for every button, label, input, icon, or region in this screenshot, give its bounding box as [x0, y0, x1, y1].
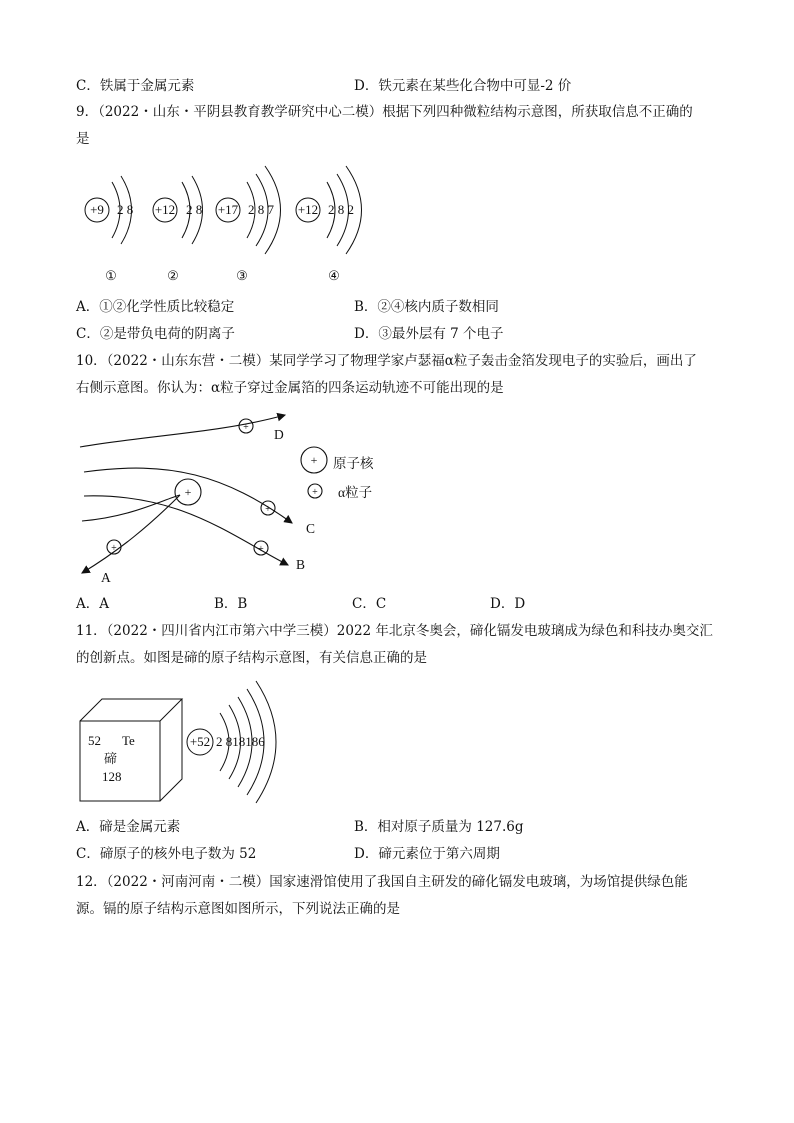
q9-option-c: C．②是带负电荷的阴离子 — [76, 326, 235, 342]
element-card-side — [160, 699, 182, 801]
q9-stem-line1: 9．（2022・山东・平阴县教育教学研究中心二模）根据下列四种微粒结构示意图，所获取信息不正确的 — [76, 104, 693, 120]
q10-nucleus-plus: + — [184, 485, 192, 499]
alpha-b-plus: + — [258, 544, 264, 555]
te-shells: 2 818186 — [216, 734, 265, 749]
alpha-a-plus: + — [111, 543, 117, 554]
alpha-d-plus: + — [243, 422, 249, 433]
q12-stem-line1: 12．（2022・河南河南・二模）国家速滑馆使用了我国自主研发的碲化镉发电玻璃，为场馆提供绿色能 — [76, 874, 688, 890]
q9-atom3-shells: 2 8 7 — [248, 202, 274, 217]
q11-diagrams — [0, 675, 794, 825]
q11-option-b: B．相对原子质量为 127.6g — [354, 819, 524, 835]
alpha-c-plus: + — [265, 504, 271, 515]
q9-atom4-nucleus-charge: +12 — [297, 202, 319, 217]
q9-atom4-shells: 2 8 2 — [328, 202, 354, 217]
legend-nucleus-text: 原子核 — [333, 456, 374, 471]
q10-stem-line1: 10．（2022・山东东营・二模）某同学学习了物理学家卢瑟福α粒子轰击金箔发现电子的实验后，画出了 — [76, 353, 697, 369]
q11-option-c: C．碲原子的核外电子数为 52 — [76, 846, 257, 862]
label-c: C — [306, 521, 316, 536]
element-number: 52 — [88, 733, 101, 748]
q9-atom3-nucleus-charge: +17 — [217, 202, 239, 217]
element-card-top — [80, 699, 182, 721]
q9-atom3-label: ③ — [236, 268, 248, 283]
te-nucleus-charge: +52 — [189, 734, 211, 749]
q11-stem-line1: 11．（2022・四川省内江市第六中学三模）2022 年北京冬奥会，碲化镉发电玻璃成为绿色和科技办奥交汇 — [76, 623, 713, 639]
q9-atom2-shells: 2 8 — [186, 202, 203, 217]
trajectory-a — [82, 495, 180, 573]
label-b: B — [296, 557, 306, 572]
q10-option-a: A．A — [76, 596, 109, 612]
legend-alpha-plus: + — [312, 487, 318, 498]
q11-stem-line2: 的创新点。如图是碲的原子结构示意图，有关信息正确的是 — [76, 650, 427, 666]
q10-option-c: C．C — [352, 596, 387, 612]
q10-stem-line2: 右侧示意图。你认为：α粒子穿过金属箔的四条运动轨迹不可能出现的是 — [76, 380, 504, 396]
trajectory-d — [80, 415, 285, 447]
q9-atom2-label: ② — [167, 268, 179, 283]
q9-stem-line2: 是 — [76, 131, 90, 147]
q9-atom1-nucleus-charge: +9 — [90, 202, 104, 217]
q11-option-d: D．碲元素位于第六周期 — [354, 846, 500, 862]
legend-alpha-text: α粒子 — [338, 485, 373, 500]
q9-atom2-nucleus-charge: +12 — [154, 202, 176, 217]
q10-trajectory-diagram — [0, 405, 794, 605]
q9-option-d: D．③最外层有 7 个电子 — [354, 326, 504, 342]
q9-atom1-label: ① — [105, 268, 117, 283]
q8-option-d: D．铁元素在某些化合物中可显-2 价 — [354, 78, 572, 94]
q10-option-b: B．B — [214, 596, 248, 612]
q11-option-a: A．碲是金属元素 — [76, 819, 181, 835]
q9-atom4-label: ④ — [328, 268, 340, 283]
label-d: D — [274, 427, 284, 442]
element-symbol: Te — [122, 733, 135, 748]
legend-nucleus-plus: + — [310, 453, 318, 467]
q9-option-b: B．②④核内质子数相同 — [354, 299, 499, 315]
q9-atom1-shells: 2 8 — [117, 202, 134, 217]
label-a: A — [101, 570, 111, 585]
q12-stem-line2: 源。镉的原子结构示意图如图所示，下列说法正确的是 — [76, 901, 400, 917]
element-name: 碲 — [104, 751, 118, 766]
q8-option-c: C．铁属于金属元素 — [76, 78, 195, 94]
q9-option-a: A．①②化学性质比较稳定 — [76, 299, 235, 315]
element-mass: 128 — [102, 769, 122, 784]
q10-option-d: D．D — [490, 596, 526, 612]
